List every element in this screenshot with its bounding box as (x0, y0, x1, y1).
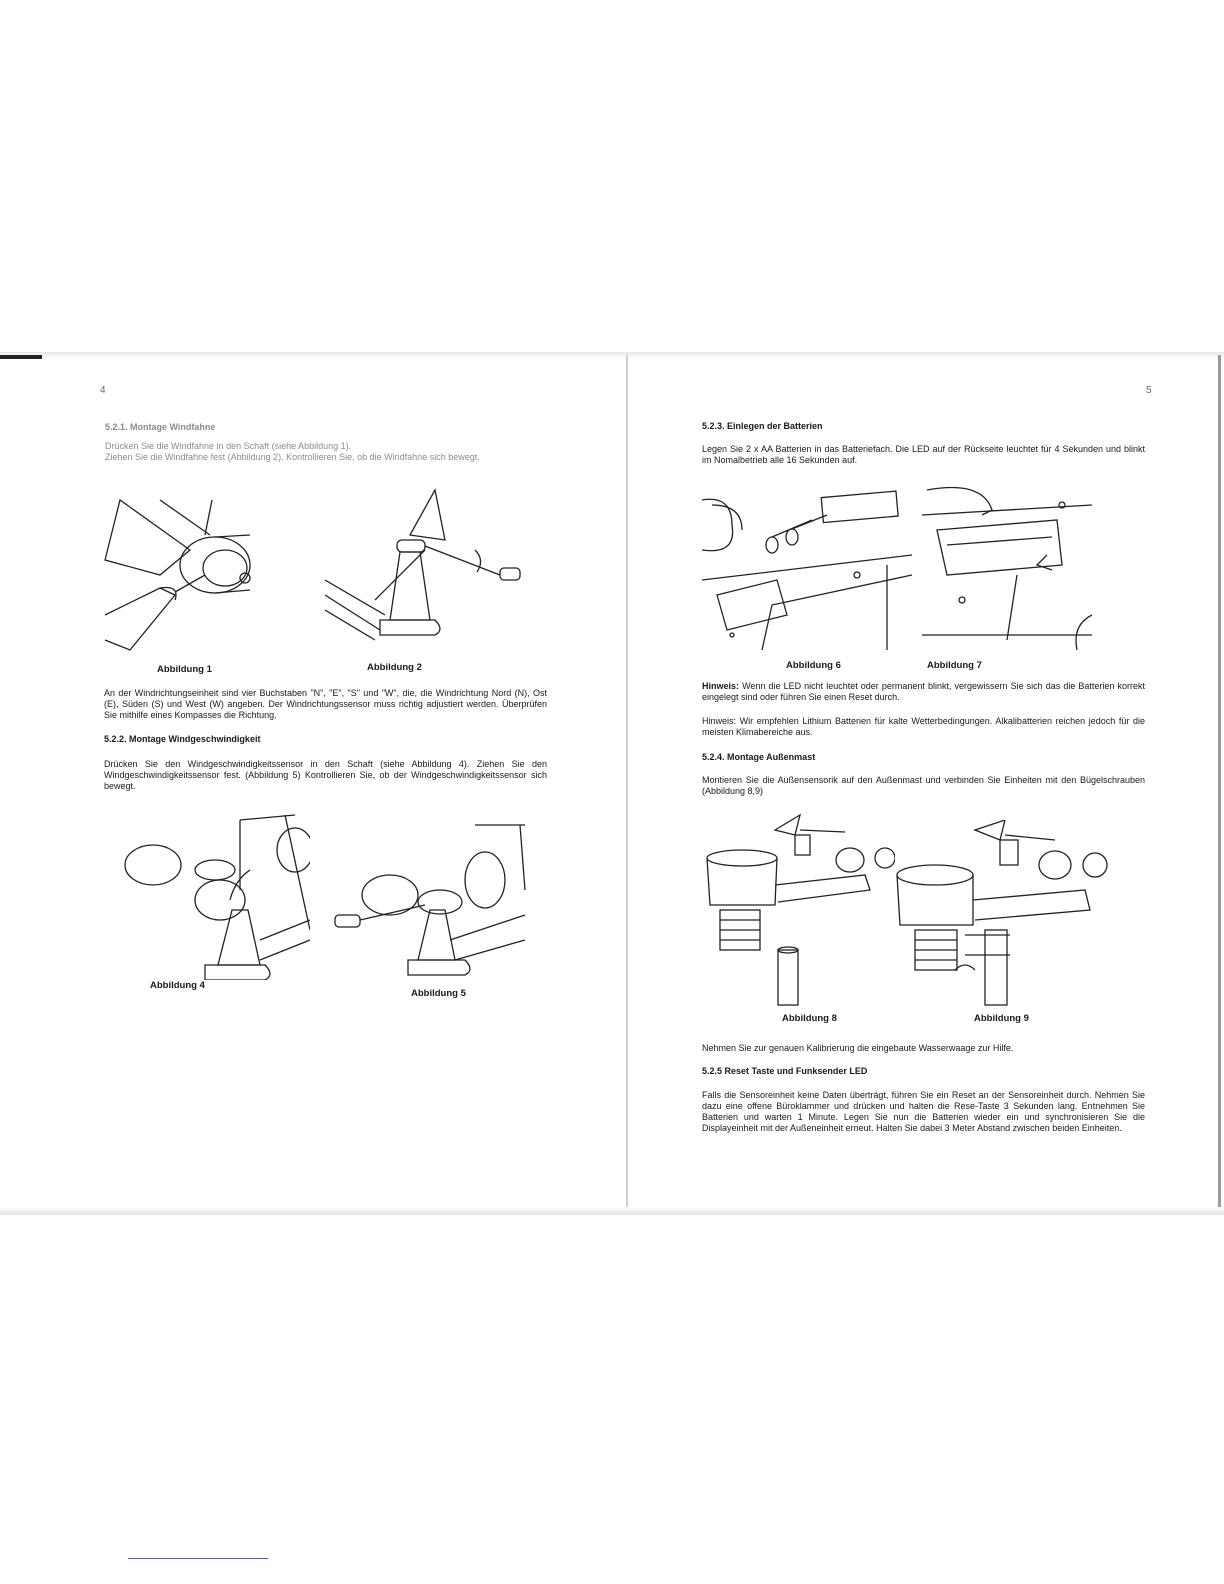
section-heading-5-2-1: 5.2.1. Montage Windfahne (105, 422, 216, 432)
calibration-text: Nehmen Sie zur genauen Kalibrierung die eingebaute Wasserwaage zur Hilfe. (702, 1043, 1014, 1053)
section-heading-5-2-2: 5.2.2. Montage Windgeschwindigkeit (104, 734, 261, 744)
page-number: 5 (1146, 385, 1152, 396)
scan-artifact-line (128, 1558, 268, 1559)
section-text-line: Ziehen Sie die Windfahne fest (Abbildung 2). Kontrollieren Sie, ob die Windfahne sich bewegt. (105, 452, 480, 462)
hinweis-paragraph (702, 681, 1145, 703)
figure-caption: Abbildung 6 (786, 660, 841, 671)
figure-caption: Abbildung 5 (411, 988, 466, 999)
figure-1-illustration (100, 490, 280, 660)
right-page (640, 355, 1160, 1210)
page-edge-mark (0, 355, 42, 359)
figure-5-illustration (330, 820, 530, 980)
figure-4-illustration (120, 810, 310, 980)
figure-caption: Abbildung 9 (974, 1013, 1029, 1024)
direction-paragraph: An der Windrichtungseinheit sind vier Buchstaben "N", "E", "S" und "W", die, die Windrichtung Nord (N), Ost (E), Süden (S) und West (W) angeben. Der Windrichtungssensor muss richtig adjustiert werden. Überprüfen Sie mithilfe eines Kompasses die Richtung. (104, 688, 547, 720)
hinweis-paragraph-2: Hinweis: Wir empfehlen Lithium Batterien für kalte Wetterbedingungen. Alkalibatterien reichen jedoch für die meisten Klimabereiche aus. (702, 716, 1145, 737)
figure-8-illustration (700, 810, 895, 1010)
figure-caption: Abbildung 4 (150, 980, 205, 991)
section-text-5-2-1 (105, 441, 565, 463)
figure-caption: Abbildung 8 (782, 1013, 837, 1024)
hinweis-label: Hinweis: (702, 681, 740, 691)
section-text-line: Drücken Sie die Windfahne in den Schaft (siehe Abbildung 1). (105, 441, 352, 451)
section-heading-5-2-5: 5.2.5 Reset Taste und Funksender LED (702, 1066, 868, 1076)
page-right-edge (1218, 355, 1221, 1210)
page-number: 4 (100, 385, 106, 396)
figure-7-illustration (922, 475, 1092, 650)
figure-caption: Abbildung 1 (157, 664, 212, 675)
figure-caption: Abbildung 7 (927, 660, 982, 671)
figure-2-illustration (325, 480, 525, 660)
hinweis-text: Wenn die LED nicht leuchtet oder permanent blinkt, vergewissern Sie sich das die Batterien korrekt eingelegt sind oder führen Sie einen Reset durch. (702, 681, 1145, 702)
figure-6-illustration (702, 475, 912, 650)
figure-caption: Abbildung 2 (367, 662, 422, 673)
section-text-5-2-5: Falls die Sensoreinheit keine Daten überträgt, führen Sie ein Reset an der Sensoreinheit durch. Nehmen Sie dazu eine offene Büroklammer und drücken und halten die Rese-Taste 3 Sekunden lang. Entnehmen Sie Batterien und warten 1 Minute. Legen Sie nun die Batterien wieder ein und synchronisieren Sie die Displayeinheit mit der Außeneinheit erneut. Halten Sie dabei 3 Meter Abstand zwischen beiden Einheiten. (702, 1090, 1145, 1133)
book-gutter (626, 355, 628, 1210)
figure-9-illustration (895, 820, 1110, 1010)
section-heading-5-2-4: 5.2.4. Montage Außenmast (702, 752, 816, 762)
section-text-5-2-2: Drücken Sie den Windgeschwindigkeitssensor in den Schaft (siehe Abbildung 4). Ziehen Sie den Windgeschwindigkeitssensor fest. (Abbildung 5) Kontrollieren Sie, ob der Windgeschwindigkeitssensor sich bewegt. (104, 759, 547, 791)
section-text-5-2-4: Montieren Sie die Außensensorik auf den Außenmast und verbinden Sie Einheiten mit den Bügelschrauben (Abbildung 8,9) (702, 775, 1145, 796)
left-page (60, 355, 560, 1210)
section-text-5-2-3: Legen Sie 2 x AA Batterien in das Batteriefach. Die LED auf der Rückseite leuchtet für 4 Sekunden und blinkt im Nomalbetrieb alle 16 Sekunden auf. (702, 444, 1145, 465)
section-heading-5-2-3: 5.2.3. Einlegen der Batterien (702, 421, 823, 431)
